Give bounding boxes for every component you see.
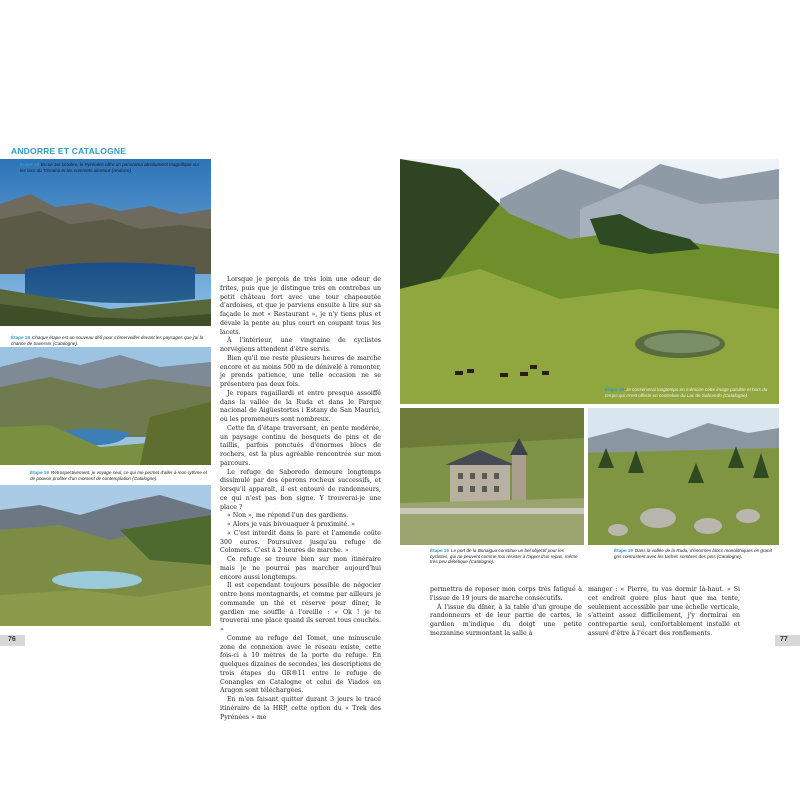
photo-alpine-valley [0, 347, 211, 465]
photo-refuge-building [400, 408, 584, 545]
right-page-number: 77 [780, 636, 788, 643]
left-page-number: 76 [8, 636, 16, 643]
photo-granite-boulders [588, 408, 779, 545]
photo-meadow-lake [0, 485, 211, 626]
right-body-text-col2: manger : « Pierre, tu vas dormir là-haut. » Si cet endroit guère plus haut que ma tente, seulement accessible par une échelle verticale, s'atteint assez difficilement, j'y dormirai en contrepartie seul, confortablement installé et assuré d'être à l'écart des ronflements. [588, 586, 740, 637]
photo-mountain-lake [0, 159, 211, 326]
photo-horses-pasture [400, 159, 779, 404]
caption-photo-5: Étape 19 Le port de la Bonaigua constitue un bel objectif pour les cyclistes, qui ne peuvent comme moi résister à l'appel d'un repas, même très peu diététique (Catalogne). [430, 548, 578, 565]
caption-photo-6: Étape 19 Dans la vallée de la Ruda, d'énormes blocs monolithiques en granit gris contrastent avec les taches sombres des pins (Catalogne). [614, 548, 772, 559]
caption-photo-3: Étape 19 Rétrospectivement, je voyage seul, ce qui me permet d'aller à mon rythme et de pouvoir profiter d'un moment de contemplation (Catalogne). [30, 470, 208, 481]
section-title: ANDORRE ET CATALOGNE [11, 146, 127, 156]
left-body-text: Lorsque je perçois de très loin une odeur de frites, puis que je distingue très en contrebas un petit château fort avec une tour chapeautée d'ardoises, et que je parviens ensuite à lire sur sa façade le mot « Restaurant », je n'y tiens plus et dévale la pente au plus court en coupant tous les lacets. À l'intérieur, une vingtaine de cyclistes norvégiens attendent d'être servis. Bien qu'il me reste plusieurs heures de marche encore et au moins 500 m de dénivelé à remonter, je prends patience, une telle occasion ne se présentera pas deux fois. Je repars ragaillardi et entre presque assoiffé dans la vallée de la Ruda et dans le Parque nacional de Aigüestortes i Estany de San Maurici, où les promeneurs sont nombreux. Cette fin d'étape traversant, en pente modérée, un paysage continu de bosquets de pins et de taillis, parfois ponctués d'énormes blocs de rochers, est la plus agréable rencontrée sur mon parcours. Le refuge de Saboredo demeure longtemps dissimulé par des éperons rocheux successifs, et lorsqu'il apparaît, il est entouré de randonneurs, ce qui n'est pas bon signe. Y trouverai-je une place ? « Non », me répond l'un des gardiens. « Alors je vais bivouaquer à proximité. » « C'est interdit dans le parc et l'amende coûte 300 euros. Poursuivez jusqu'au refuge de Colomers. C'est à 2 heures de marche. » Ce refuge se trouve bien sur mon itinéraire mais je ne pourrai pas marcher aujourd'hui encore aussi longtemps. Il est cependant toujours possible de négocier entre bons montagnards, et comme par ailleurs je commande un thé et réserve pour dîner, le gardien me souffle à l'oreille : « Ok ! je te trouverai une place quand ils seront tous couchés. » Comme au refuge del Tomet, une minuscule zone de connexion avec le réseau existe, cette fois-ci à 10 mètres de la porte du refuge. En quelques dizaines de secondes, les descriptions de trois étapes du GR®11 entre le refuge de Conangles en Catalogne et celui de Viados en Aragon sont téléchargées. En m'en faisant quitter durant 3 jours le tracé itinéraire de la HRP, cette option du « Trek des Pyrénées » me [220, 276, 381, 721]
caption-photo-2: Étape 18 Chaque étape est un nouveau défi pour s'émerveiller devant les paysages que j'ai la chance de traverser (Catalogne). [11, 335, 204, 346]
caption-photo-1: Étape 18 En ce 1er octobre, le Pyrénées offre un panorama absolument magnifique sur les lacs du Tristaina et les sommets alentour (Andorre). [20, 162, 200, 173]
right-body-text-col1: permettra de reposer mon corps très fatigué à l'issue de 19 jours de marche consécutifs. À l'issue du dîner, à la table d'un groupe de randonneurs et de leur partie de cartes, le gardien m'indique du doigt une petite mezzanine surmontant la salle à [430, 586, 582, 637]
caption-photo-4: Étape 19 Je conserverai longtemps en mémoire cette image paisible et hors du temps qui m'est offerte en contrebas du Lac de Saboredo (Catalogne). [605, 387, 768, 398]
